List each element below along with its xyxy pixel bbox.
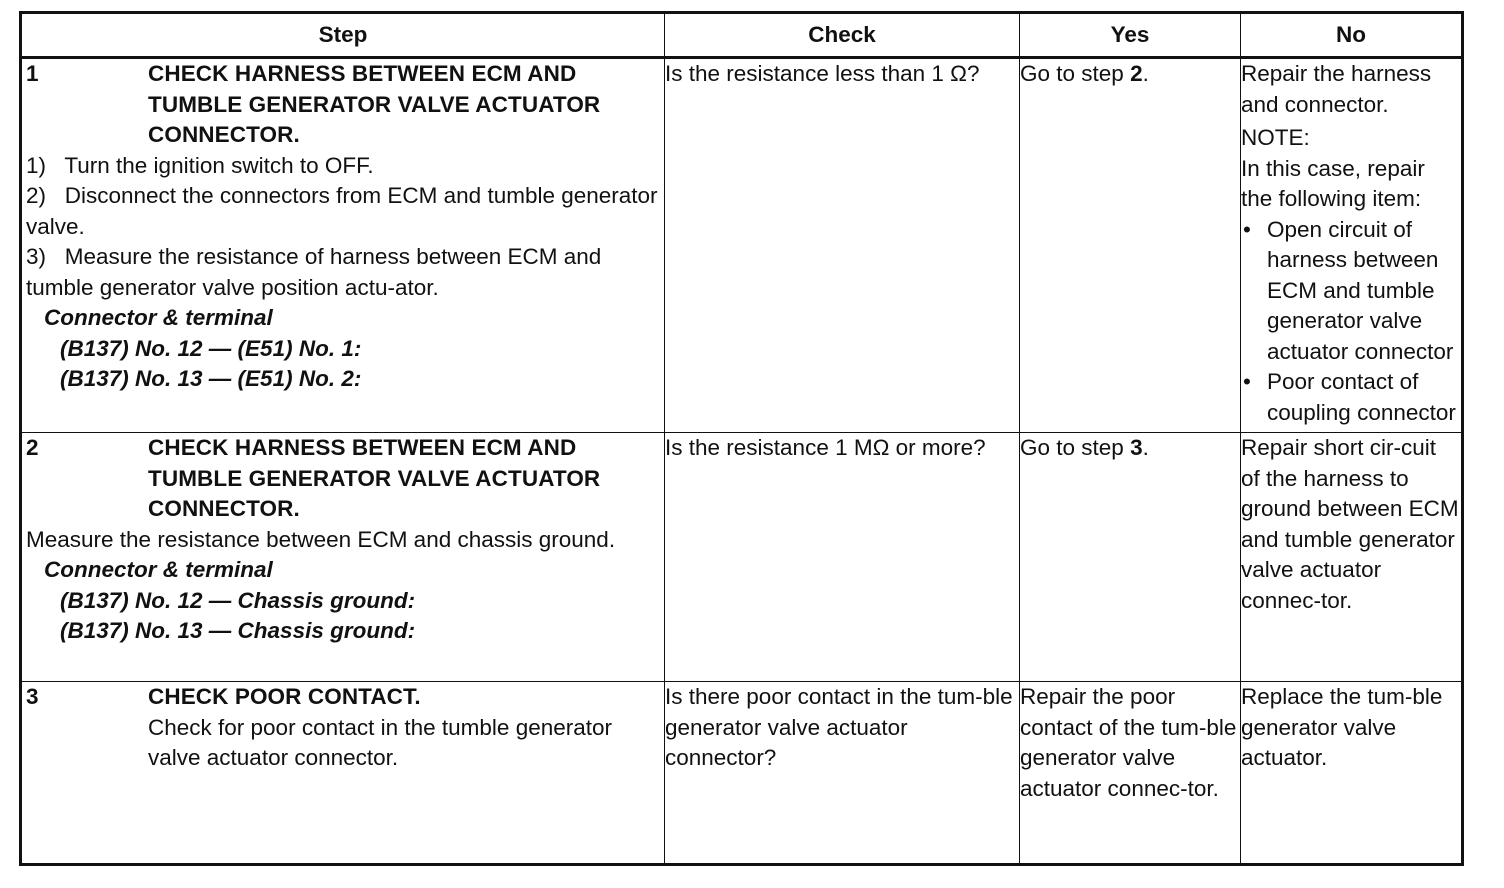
step-instruction: 3) Measure the resistance of harness between ECM and tumble generator valve position actu-ator. bbox=[26, 244, 608, 300]
terminal-spec: (B137) No. 12 — (E51) No. 1: bbox=[60, 335, 362, 361]
check-cell: Is the resistance less than 1 Ω? bbox=[665, 58, 1020, 433]
step-title: CHECK HARNESS BETWEEN ECM AND TUMBLE GENERATOR VALVE ACTUATOR CONNECTOR. bbox=[148, 435, 601, 521]
step-reference: 2 bbox=[1130, 61, 1143, 86]
yes-cell: Go to step 2. bbox=[1020, 58, 1241, 433]
no-action: Repair the harness and connector. bbox=[1241, 61, 1432, 117]
step-instruction: 1) Turn the ignition switch to OFF. bbox=[26, 152, 374, 178]
step-cell bbox=[21, 682, 665, 865]
table-row bbox=[21, 682, 1463, 865]
yes-cell: Go to step 3. bbox=[1020, 433, 1241, 682]
step-number: 3 bbox=[26, 684, 39, 709]
terminal-spec: (B137) No. 13 — Chassis ground: bbox=[60, 618, 416, 643]
terminal-spec: (B137) No. 13 — (E51) No. 2: bbox=[60, 366, 362, 391]
connector-label: Connector & terminal bbox=[44, 305, 273, 330]
step-instruction: Measure the resistance between ECM and chassis ground. bbox=[26, 526, 616, 552]
step-title: CHECK HARNESS BETWEEN ECM AND TUMBLE GENERATOR VALVE ACTUATOR CONNECTOR. bbox=[148, 61, 601, 147]
header-no: No bbox=[1241, 13, 1463, 58]
header-yes: Yes bbox=[1020, 13, 1241, 58]
list-item: • Open circuit of harness between ECM and tumble generator valve actuator connector bbox=[1243, 216, 1454, 364]
diagnostic-table bbox=[19, 11, 1464, 866]
check-cell: Is there poor contact in the tum-ble generator valve actuator connector? bbox=[665, 682, 1020, 865]
step-cell bbox=[21, 58, 665, 433]
check-cell: Is the resistance 1 MΩ or more? bbox=[665, 433, 1020, 682]
yes-cell: Repair the poor contact of the tum-ble generator valve actuator connec-tor. bbox=[1020, 682, 1241, 865]
table-row bbox=[21, 433, 1463, 682]
note-label: NOTE: bbox=[1241, 125, 1310, 150]
list-item: • Poor contact of coupling connector bbox=[1243, 369, 1456, 425]
step-instruction: Check for poor contact in the tumble generator valve actuator connector. bbox=[148, 714, 613, 770]
connector-label: Connector & terminal bbox=[44, 557, 273, 582]
step-number: 1 bbox=[26, 61, 39, 86]
step-number: 2 bbox=[26, 435, 39, 460]
step-cell bbox=[21, 433, 665, 682]
step-instruction: 2) Disconnect the connectors from ECM and tumble generator valve. bbox=[26, 183, 664, 239]
table-row bbox=[21, 58, 1463, 433]
step-reference: 3 bbox=[1130, 435, 1143, 460]
header-step: Step bbox=[21, 13, 665, 58]
note-text: In this case, repair the following item: bbox=[1241, 155, 1425, 211]
header-row bbox=[21, 13, 1463, 58]
no-cell: Replace the tum-ble generator valve actuator. bbox=[1241, 682, 1463, 865]
step-title: CHECK POOR CONTACT. bbox=[148, 684, 421, 709]
no-cell: Repair short cir-cuit of the harness to ground between ECM and tumble generator valve actuator connec-tor. bbox=[1241, 433, 1463, 682]
header-check: Check bbox=[665, 13, 1020, 58]
terminal-spec: (B137) No. 12 — Chassis ground: bbox=[60, 587, 416, 613]
no-cell bbox=[1241, 58, 1463, 433]
